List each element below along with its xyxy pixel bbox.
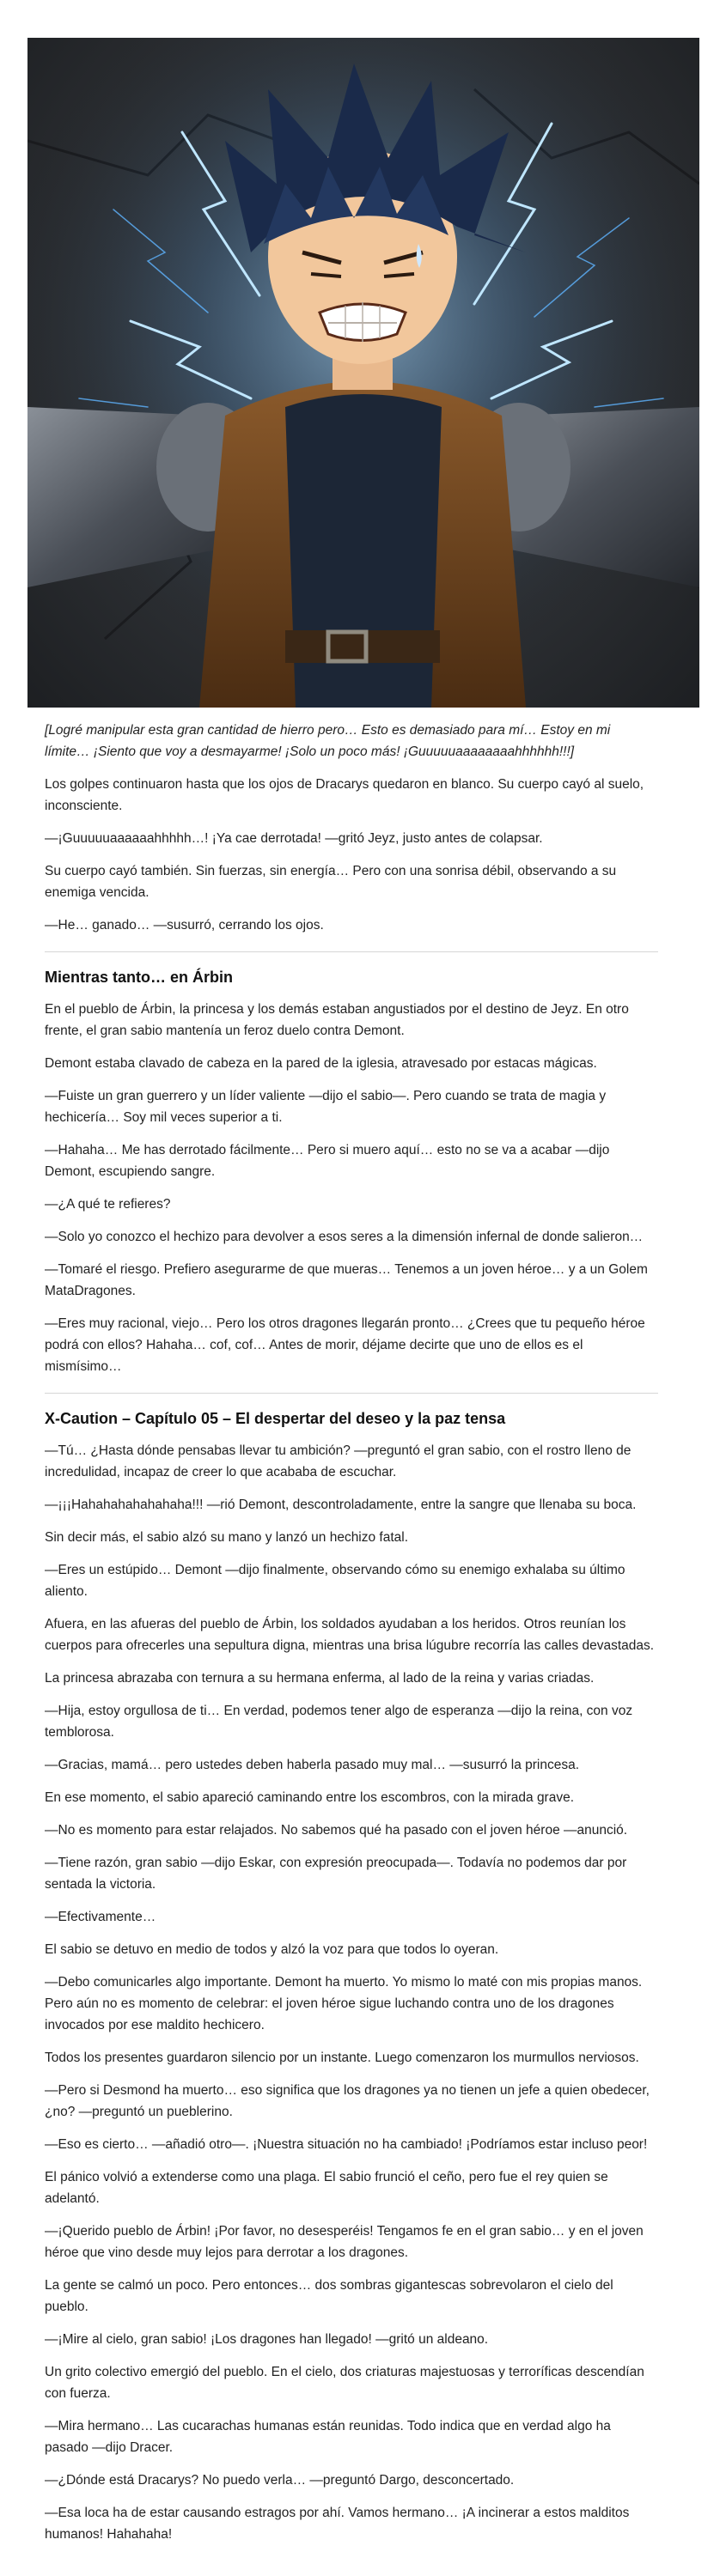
story-paragraph: —Tú… ¿Hasta dónde pensabas llevar tu ambición? —preguntó el gran sabio, con el rostro lleno de incredulidad, incapaz de creer lo que acababa de escuchar. [45, 1443, 632, 1479]
story-paragraph: —Hahaha… Me has derrotado fácilmente… Pero si muero aquí… esto no se va a acabar —dijo Demont, escupiendo sangre. [45, 1143, 610, 1179]
story-paragraph: —Hija, estoy orgullosa de ti… En verdad, podemos tener algo de esperanza —dijo la reina, con voz temblorosa. [45, 1704, 633, 1740]
story-paragraph: —Efectivamente… [45, 1910, 156, 1924]
story-paragraph: Afuera, en las afueras del pueblo de Árbin, los soldados ayudaban a los heridos. Otros reunían los cuerpos para ofrecerles una sepultura digna, mientras una brisa lúgubre recorría las calles devastadas. [45, 1617, 655, 1653]
story-paragraph: —Tomaré el riesgo. Prefiero asegurarme de que mueras… Tenemos a un joven héroe… y a un Golem MataDragones. [45, 1262, 648, 1298]
intro-paragraph: —He… ganado… —susurró, cerrando los ojos. [45, 918, 324, 933]
story-paragraph: —Eres muy racional, viejo… Pero los otros dragones llegarán pronto… ¿Crees que tu pequeño héroe podrá con ellos? Hahaha… cof, cof… Antes de morir, déjame decirte que uno de ellos es el mismísimo… [45, 1316, 645, 1374]
story-paragraph: —No es momento para estar relajados. No sabemos qué ha pasado con el joven héroe —anunció. [45, 1823, 628, 1838]
story-paragraph: En el pueblo de Árbin, la princesa y los demás estaban angustiados por el destino de Jeyz. En otro frente, el gran sabio mantenía un feroz duelo contra Demont. [45, 1002, 629, 1038]
story-paragraph: El pánico volvió a extenderse como una plaga. El sabio frunció el ceño, pero fue el rey quien se adelantó. [45, 2170, 608, 2206]
story-paragraph: La gente se calmó un poco. Pero entonces… dos sombras gigantescas sobrevolaron el cielo del pueblo. [45, 2278, 613, 2314]
section-divider [45, 951, 658, 952]
story-paragraph: —¿Dónde está Dracarys? No puedo verla… —preguntó Dargo, desconcertado. [45, 2473, 515, 2488]
section-heading: Mientras tanto… en Árbin [45, 969, 234, 986]
story-paragraph: —Debo comunicarles algo importante. Demont ha muerto. Yo mismo lo maté con mis propias manos. Pero aún no es momento de celebrar: el joven héroe sigue luchando contra uno de los dragones invocados por ese maldito hechicero. [45, 1975, 643, 2032]
story-paragraph: Sin decir más, el sabio alzó su mano y lanzó un hechizo fatal. [45, 1530, 409, 1545]
article-body [27, 720, 675, 2545]
story-paragraph: Demont estaba clavado de cabeza en la pared de la iglesia, atravesado por estacas mágicas. [45, 1056, 597, 1071]
story-paragraph: —¡Querido pueblo de Árbin! ¡Por favor, no desesperéis! Tengamos fe en el gran sabio… y en el joven héroe que vino desde muy lejos para derrotar a los dragones. [45, 2224, 644, 2260]
story-paragraph: —Fuiste un gran guerrero y un líder valiente —dijo el sabio—. Pero cuando se trata de magia y hechicería… Soy mil veces superior a ti. [45, 1089, 607, 1125]
story-paragraph: Todos los presentes guardaron silencio por un instante. Luego comenzaron los murmullos nerviosos. [45, 2050, 639, 2065]
chapter-heading: X-Caution – Capítulo 05 – El despertar del deseo y la paz tensa [45, 1410, 506, 1427]
section-divider [45, 1393, 658, 1394]
story-paragraph: Un grito colectivo emergió del pueblo. En el cielo, dos criaturas majestuosas y terroríficas descendían con fuerza. [45, 2365, 644, 2401]
story-paragraph: —Tiene razón, gran sabio —dijo Eskar, con expresión preocupada—. Todavía no podemos dar por sentada la victoria. [45, 1856, 627, 1892]
intro-paragraph: Los golpes continuaron hasta que los ojos de Dracarys quedaron en blanco. Su cuerpo cayó al suelo, inconsciente. [45, 777, 644, 813]
character-illustration [27, 38, 699, 708]
story-paragraph: —¡¡¡Hahahahahahahaha!!! —rió Demont, descontroladamente, entre la sangre que llenaba su boca. [45, 1498, 637, 1512]
story-paragraph: —Mira hermano… Las cucarachas humanas están reunidas. Todo indica que en verdad algo ha pasado —dijo Dracer. [45, 2419, 611, 2455]
story-paragraph: —Esa loca ha de estar causando estragos por ahí. Vamos hermano… ¡A incinerar a estos malditos humanos! Hahahaha! [45, 2506, 630, 2542]
story-paragraph: —¿A qué te refieres? [45, 1197, 171, 1212]
intro-paragraph: —¡Guuuuuaaaaaahhhhh…! ¡Ya cae derrotada! —gritó Jeyz, justo antes de colapsar. [45, 831, 543, 846]
story-paragraph: El sabio se detuvo en medio de todos y alzó la voz para que todos lo oyeran. [45, 1942, 499, 1957]
story-paragraph: En ese momento, el sabio apareció caminando entre los escombros, con la mirada grave. [45, 1790, 575, 1805]
intro-paragraph: Su cuerpo cayó también. Sin fuerzas, sin energía… Pero con una sonrisa débil, observando a su enemiga vencida. [45, 864, 617, 900]
intro-paragraph: [Logré manipular esta gran cantidad de hierro pero… Esto es demasiado para mí… Estoy en mi límite… ¡Siento que voy a desmayarme! ¡Solo un poco más! ¡Guuuuuaaaaaaaahhhhhh!!!] [45, 723, 611, 759]
story-paragraph: La princesa abrazaba con ternura a su hermana enferma, al lado de la reina y varias criadas. [45, 1671, 595, 1686]
hero-illustration [27, 38, 699, 708]
story-paragraph: —Gracias, mamá… pero ustedes deben haberla pasado muy mal… —susurró la princesa. [45, 1758, 580, 1772]
story-paragraph: —¡Mire al cielo, gran sabio! ¡Los dragones han llegado! —gritó un aldeano. [45, 2332, 489, 2347]
story-paragraph: —Solo yo conozco el hechizo para devolver a esos seres a la dimensión infernal de donde salieron… [45, 1230, 644, 1244]
story-paragraph: —Eres un estúpido… Demont —dijo finalmente, observando cómo su enemigo exhalaba su último aliento. [45, 1563, 625, 1599]
story-paragraph: —Eso es cierto… —añadió otro—. ¡Nuestra situación no ha cambiado! ¡Podríamos estar incluso peor! [45, 2137, 648, 2152]
story-paragraph: —Pero si Desmond ha muerto… eso significa que los dragones ya no tienen un jefe a quien obedecer, ¿no? —preguntó un pueblerino. [45, 2083, 650, 2119]
